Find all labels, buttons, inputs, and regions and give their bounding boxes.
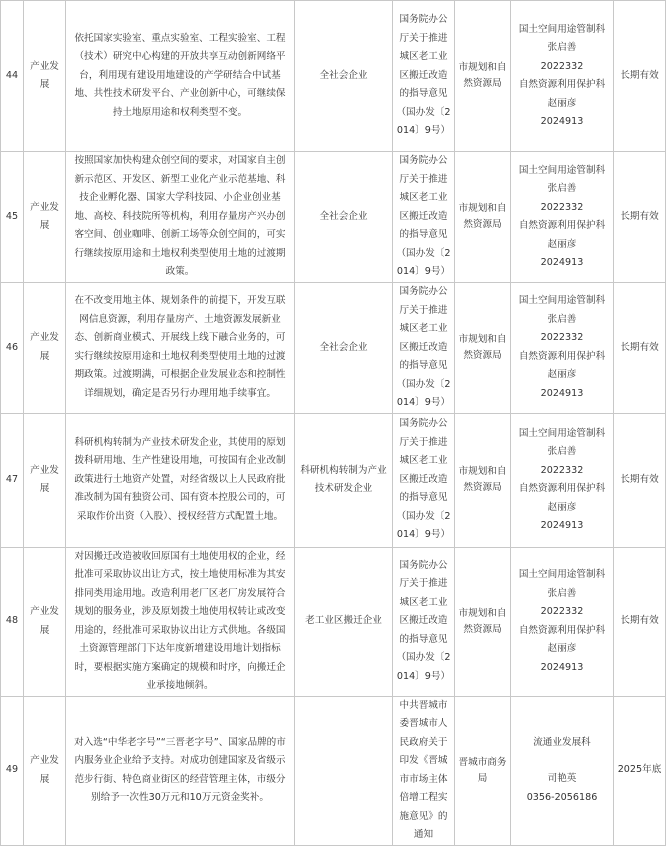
contact-line: 2022332 bbox=[540, 60, 584, 72]
contact-line: 赵丽彦 bbox=[547, 97, 577, 109]
category: 产业发展 bbox=[24, 696, 66, 845]
policy-document: 国务院办公厅关于推进城区老工业区搬迁改造的指导意见（国办发〔2014〕9号） bbox=[393, 547, 455, 696]
contact-line: 国土空间用途管制科 bbox=[518, 295, 606, 307]
applicable-scope: 老工业区搬迁企业 bbox=[295, 547, 393, 696]
contact-line: 2024913 bbox=[540, 257, 584, 268]
table-row bbox=[1, 152, 666, 283]
policy-content: 按照国家加快构建众创空间的要求，对国家自主创新示范区、开发区、新型工业化产业示范基地、科技企业孵化器、国家大学科技园、小企业创业基地、高校、科技院所等机构，利用存量房产兴办创客空间、创业咖啡、创新工场等众创空间的，可实行继续按原用途和土地权利类型使用土地的过渡期政策。 bbox=[66, 152, 295, 283]
policy-content: 在不改变用地主体、规划条件的前提下，开发互联网信息资源，利用存量房产、土地资源发展新业态、创新商业模式、开展线上线下融合业务的，可实行继续按原用途和土地权利类型使用土地的过渡期政策。过渡期满，可根据企业发展业态和控制性详细规划，确定是否另行办理用地手续事宜。 bbox=[66, 283, 295, 414]
contacts bbox=[511, 283, 614, 414]
department: 晋城市商务局 bbox=[455, 696, 511, 845]
contact-line: 自然资源利用保护科 bbox=[518, 350, 606, 362]
department: 市规划和自然资源局 bbox=[455, 152, 511, 283]
policy-content: 依托国家实验室、重点实验室、工程实验室、工程（技术）研究中心构建的开放共享互动创新网络平台，利用现有建设用地建设的产学研结合中试基地、共性技术研发平台、产业创新中心，可继续保持土地原用途和权利类型不变。 bbox=[66, 1, 295, 152]
table-row bbox=[1, 1, 666, 152]
contact-line: 2022332 bbox=[540, 201, 584, 213]
validity: 长期有效 bbox=[614, 1, 666, 152]
policy-document: 国务院办公厅关于推进城区老工业区搬迁改造的指导意见（国办发〔2014〕9号） bbox=[393, 283, 455, 414]
contact-line: 张启善 bbox=[547, 313, 577, 325]
policy-document: 国务院办公厅关于推进城区老工业区搬迁改造的指导意见（国办发〔2014〕9号） bbox=[393, 152, 455, 283]
contact-line: 司艳英 bbox=[547, 773, 577, 785]
policy-document: 国务院办公厅关于推进城区老工业区搬迁改造的指导意见（国办发〔2014〕9号） bbox=[393, 413, 455, 547]
contact-line: 赵丽彦 bbox=[547, 238, 577, 250]
contact-line: 张启善 bbox=[547, 446, 577, 457]
table-row bbox=[1, 283, 666, 414]
row-number: 49 bbox=[1, 696, 24, 845]
contact-line: 张启善 bbox=[547, 587, 577, 599]
category: 产业发展 bbox=[24, 1, 66, 152]
department: 市规划和自然资源局 bbox=[455, 547, 511, 696]
department: 市规划和自然资源局 bbox=[455, 283, 511, 414]
category: 产业发展 bbox=[24, 152, 66, 283]
policy-document: 国务院办公厅关于推进城区老工业区搬迁改造的指导意见（国办发〔2014〕9号） bbox=[393, 1, 455, 152]
contact-line: 张启善 bbox=[547, 42, 577, 53]
contact-line: 2024913 bbox=[540, 520, 584, 531]
row-number: 46 bbox=[1, 283, 24, 414]
validity: 长期有效 bbox=[614, 283, 666, 414]
contact-line: 国土空间用途管制科 bbox=[518, 569, 606, 580]
policy-content: 对入选“中华老字号”“三晋老字号”、国家品牌的市内服务业企业给予支持。对成功创建国家及省级示范步行街、特色商业街区的经营管理主体，市级分别给予一次性30万元和10万元资金奖补。 bbox=[66, 696, 295, 845]
contact-line: 自然资源利用保护科 bbox=[518, 624, 606, 636]
policy-document: 中共晋城市委晋城市人民政府关于印发《晋城市市场主体倍增工程实施意见》的通知 bbox=[393, 696, 455, 845]
policy-content: 对因搬迁改造被收回原国有土地使用权的企业，经批准可采取协议出让方式，按土地使用标准为其安排同类用途用地。改造利用老厂区老厂房发展符合规划的服务业，涉及原划拨土地使用权转让或改变用途的，经批准可采取协议出让方式供地。各级国土资源管理部门下达年度新增建设用地计划指标时，要根据实施方案确定的规模和时序，向搬迁企业承接地倾斜。 bbox=[66, 547, 295, 696]
contact-line: 2024913 bbox=[540, 661, 584, 673]
contact-line: 国土空间用途管制科 bbox=[518, 164, 606, 176]
contact-line: 赵丽彦 bbox=[547, 369, 577, 381]
contact-line: 自然资源利用保护科 bbox=[518, 483, 606, 494]
contact-line: 赵丽彦 bbox=[547, 501, 577, 513]
category: 产业发展 bbox=[24, 547, 66, 696]
contact-line: 2024913 bbox=[540, 116, 584, 127]
contact-line: 张启善 bbox=[547, 183, 577, 194]
applicable-scope bbox=[295, 696, 393, 845]
validity: 长期有效 bbox=[614, 413, 666, 547]
validity: 长期有效 bbox=[614, 152, 666, 283]
validity: 长期有效 bbox=[614, 547, 666, 696]
department: 市规划和自然资源局 bbox=[455, 1, 511, 152]
contact-line: 2022332 bbox=[540, 332, 584, 344]
contact-line: 0356-2056186 bbox=[526, 791, 598, 803]
applicable-scope: 科研机构转制为产业技术研发企业 bbox=[295, 413, 393, 547]
department: 市规划和自然资源局 bbox=[455, 413, 511, 547]
applicable-scope: 全社会企业 bbox=[295, 1, 393, 152]
contact-line: 国土空间用途管制科 bbox=[518, 427, 606, 439]
contact-line: 自然资源利用保护科 bbox=[518, 220, 606, 231]
contacts bbox=[511, 696, 614, 845]
category: 产业发展 bbox=[24, 413, 66, 547]
contacts bbox=[511, 152, 614, 283]
row-number: 45 bbox=[1, 152, 24, 283]
applicable-scope: 全社会企业 bbox=[295, 283, 393, 414]
contact-line: 赵丽彦 bbox=[547, 643, 577, 654]
contacts bbox=[511, 413, 614, 547]
table-row bbox=[1, 696, 666, 845]
row-number: 44 bbox=[1, 1, 24, 152]
row-number: 47 bbox=[1, 413, 24, 547]
contact-line: 2022332 bbox=[540, 606, 584, 617]
validity: 2025年底 bbox=[614, 696, 666, 845]
contact-line: 2024913 bbox=[540, 387, 584, 399]
contact-line: 流通业发展科 bbox=[533, 736, 591, 748]
category: 产业发展 bbox=[24, 283, 66, 414]
policy-content: 科研机构转制为产业技术研发企业，其使用的原划拨科研用地、生产性建设用地，可按国有企业改制政策进行土地资产处置，对经省级以上人民政府批准改制为国有独资公司、国有资本控股公司的，可采取作价出资（入股）、授权经营方式配置土地。 bbox=[66, 413, 295, 547]
contact-line: 国土空间用途管制科 bbox=[518, 23, 606, 35]
contact-line: 自然资源利用保护科 bbox=[518, 79, 606, 90]
table-row bbox=[1, 547, 666, 696]
contacts bbox=[511, 547, 614, 696]
contact-line: 2022332 bbox=[540, 464, 584, 476]
contacts bbox=[511, 1, 614, 152]
table-row bbox=[1, 413, 666, 547]
applicable-scope: 全社会企业 bbox=[295, 152, 393, 283]
row-number: 48 bbox=[1, 547, 24, 696]
